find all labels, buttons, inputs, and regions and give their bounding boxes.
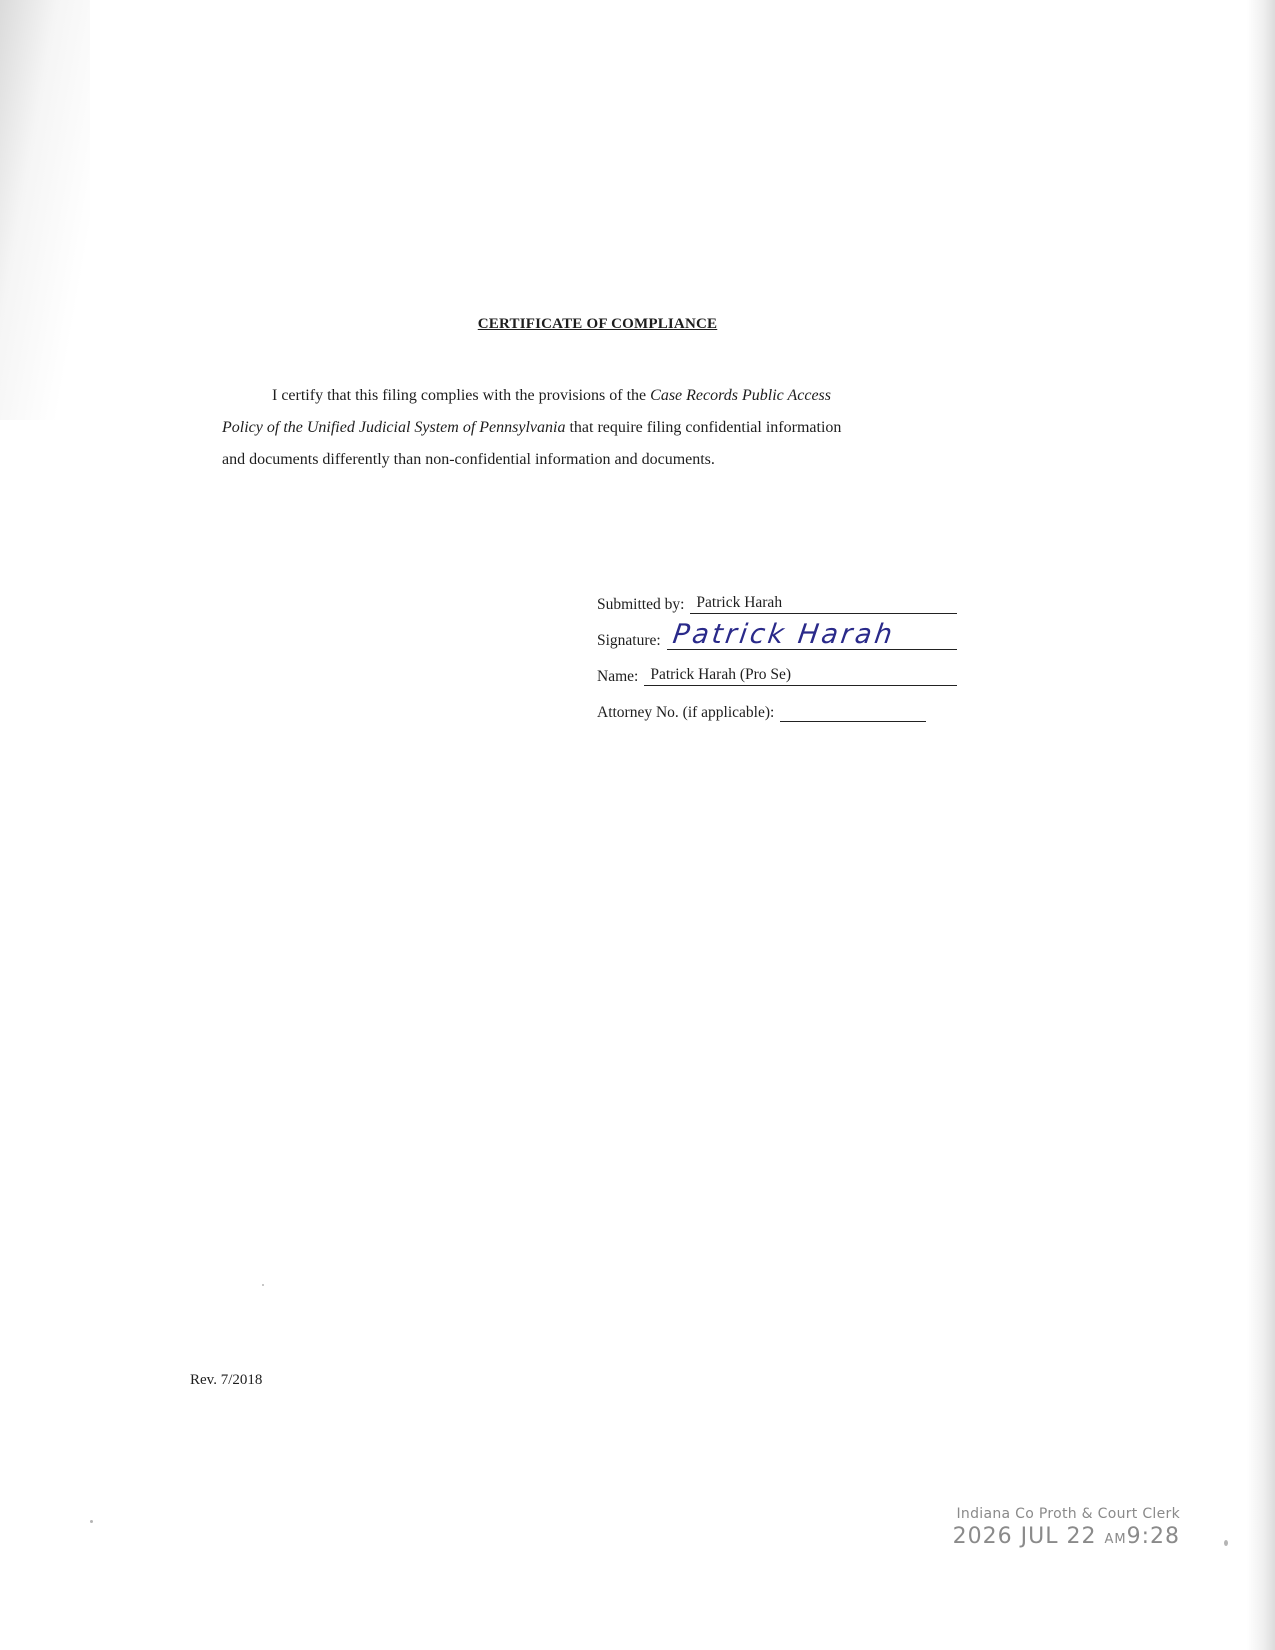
scan-speck (90, 1520, 93, 1523)
policy-name-italic: Case Records Public Access (650, 387, 831, 404)
name-row (597, 650, 957, 686)
paragraph-text: and documents differently than non-confidential information and documents. (222, 451, 715, 468)
signature-row (597, 614, 957, 650)
scan-edge-shadow (1247, 0, 1275, 1650)
scan-speck (262, 1284, 264, 1286)
paragraph-line-1 (222, 380, 962, 412)
revision-note: Rev. 7/2018 (190, 1372, 263, 1388)
scan-shadow (0, 0, 90, 420)
paragraph-text: I certify that this filing complies with the provisions of the (272, 387, 651, 404)
handwritten-signature: Patrick Harah (670, 619, 897, 650)
stamp-date (953, 1524, 1180, 1549)
scan-speck (1224, 1540, 1228, 1546)
paragraph-text: that require filing confidential information (565, 419, 842, 436)
name-label: Name: (597, 668, 639, 685)
signature-label: Signature: (597, 632, 661, 649)
stamp-office: Indiana Co Proth & Court Clerk (956, 1506, 1180, 1522)
stamp-time-prefix: AM (1104, 1532, 1127, 1547)
submitted-by-row (597, 578, 957, 614)
document-title: CERTIFICATE OF COMPLIANCE (477, 316, 718, 332)
attorney-number-row (597, 686, 957, 722)
paragraph-line-3 (222, 444, 962, 476)
submitted-by-label: Submitted by: (597, 596, 685, 613)
submitted-by-value: Patrick Harah (690, 594, 957, 614)
stamp-time: 9:28 (1126, 1524, 1180, 1549)
signature-block (597, 578, 957, 722)
certification-paragraph (222, 380, 962, 476)
attorney-number-label: Attorney No. (if applicable): (597, 704, 775, 721)
attorney-number-value (780, 720, 926, 722)
signature-line (667, 619, 957, 650)
stamp-date-value: 2026 JUL 22 (952, 1524, 1097, 1549)
filing-stamp (953, 1506, 1180, 1549)
policy-name-italic: Policy of the Unified Judicial System of Pennsylvania (222, 419, 566, 436)
paragraph-line-2 (222, 412, 962, 444)
name-value: Patrick Harah (Pro Se) (644, 666, 957, 686)
